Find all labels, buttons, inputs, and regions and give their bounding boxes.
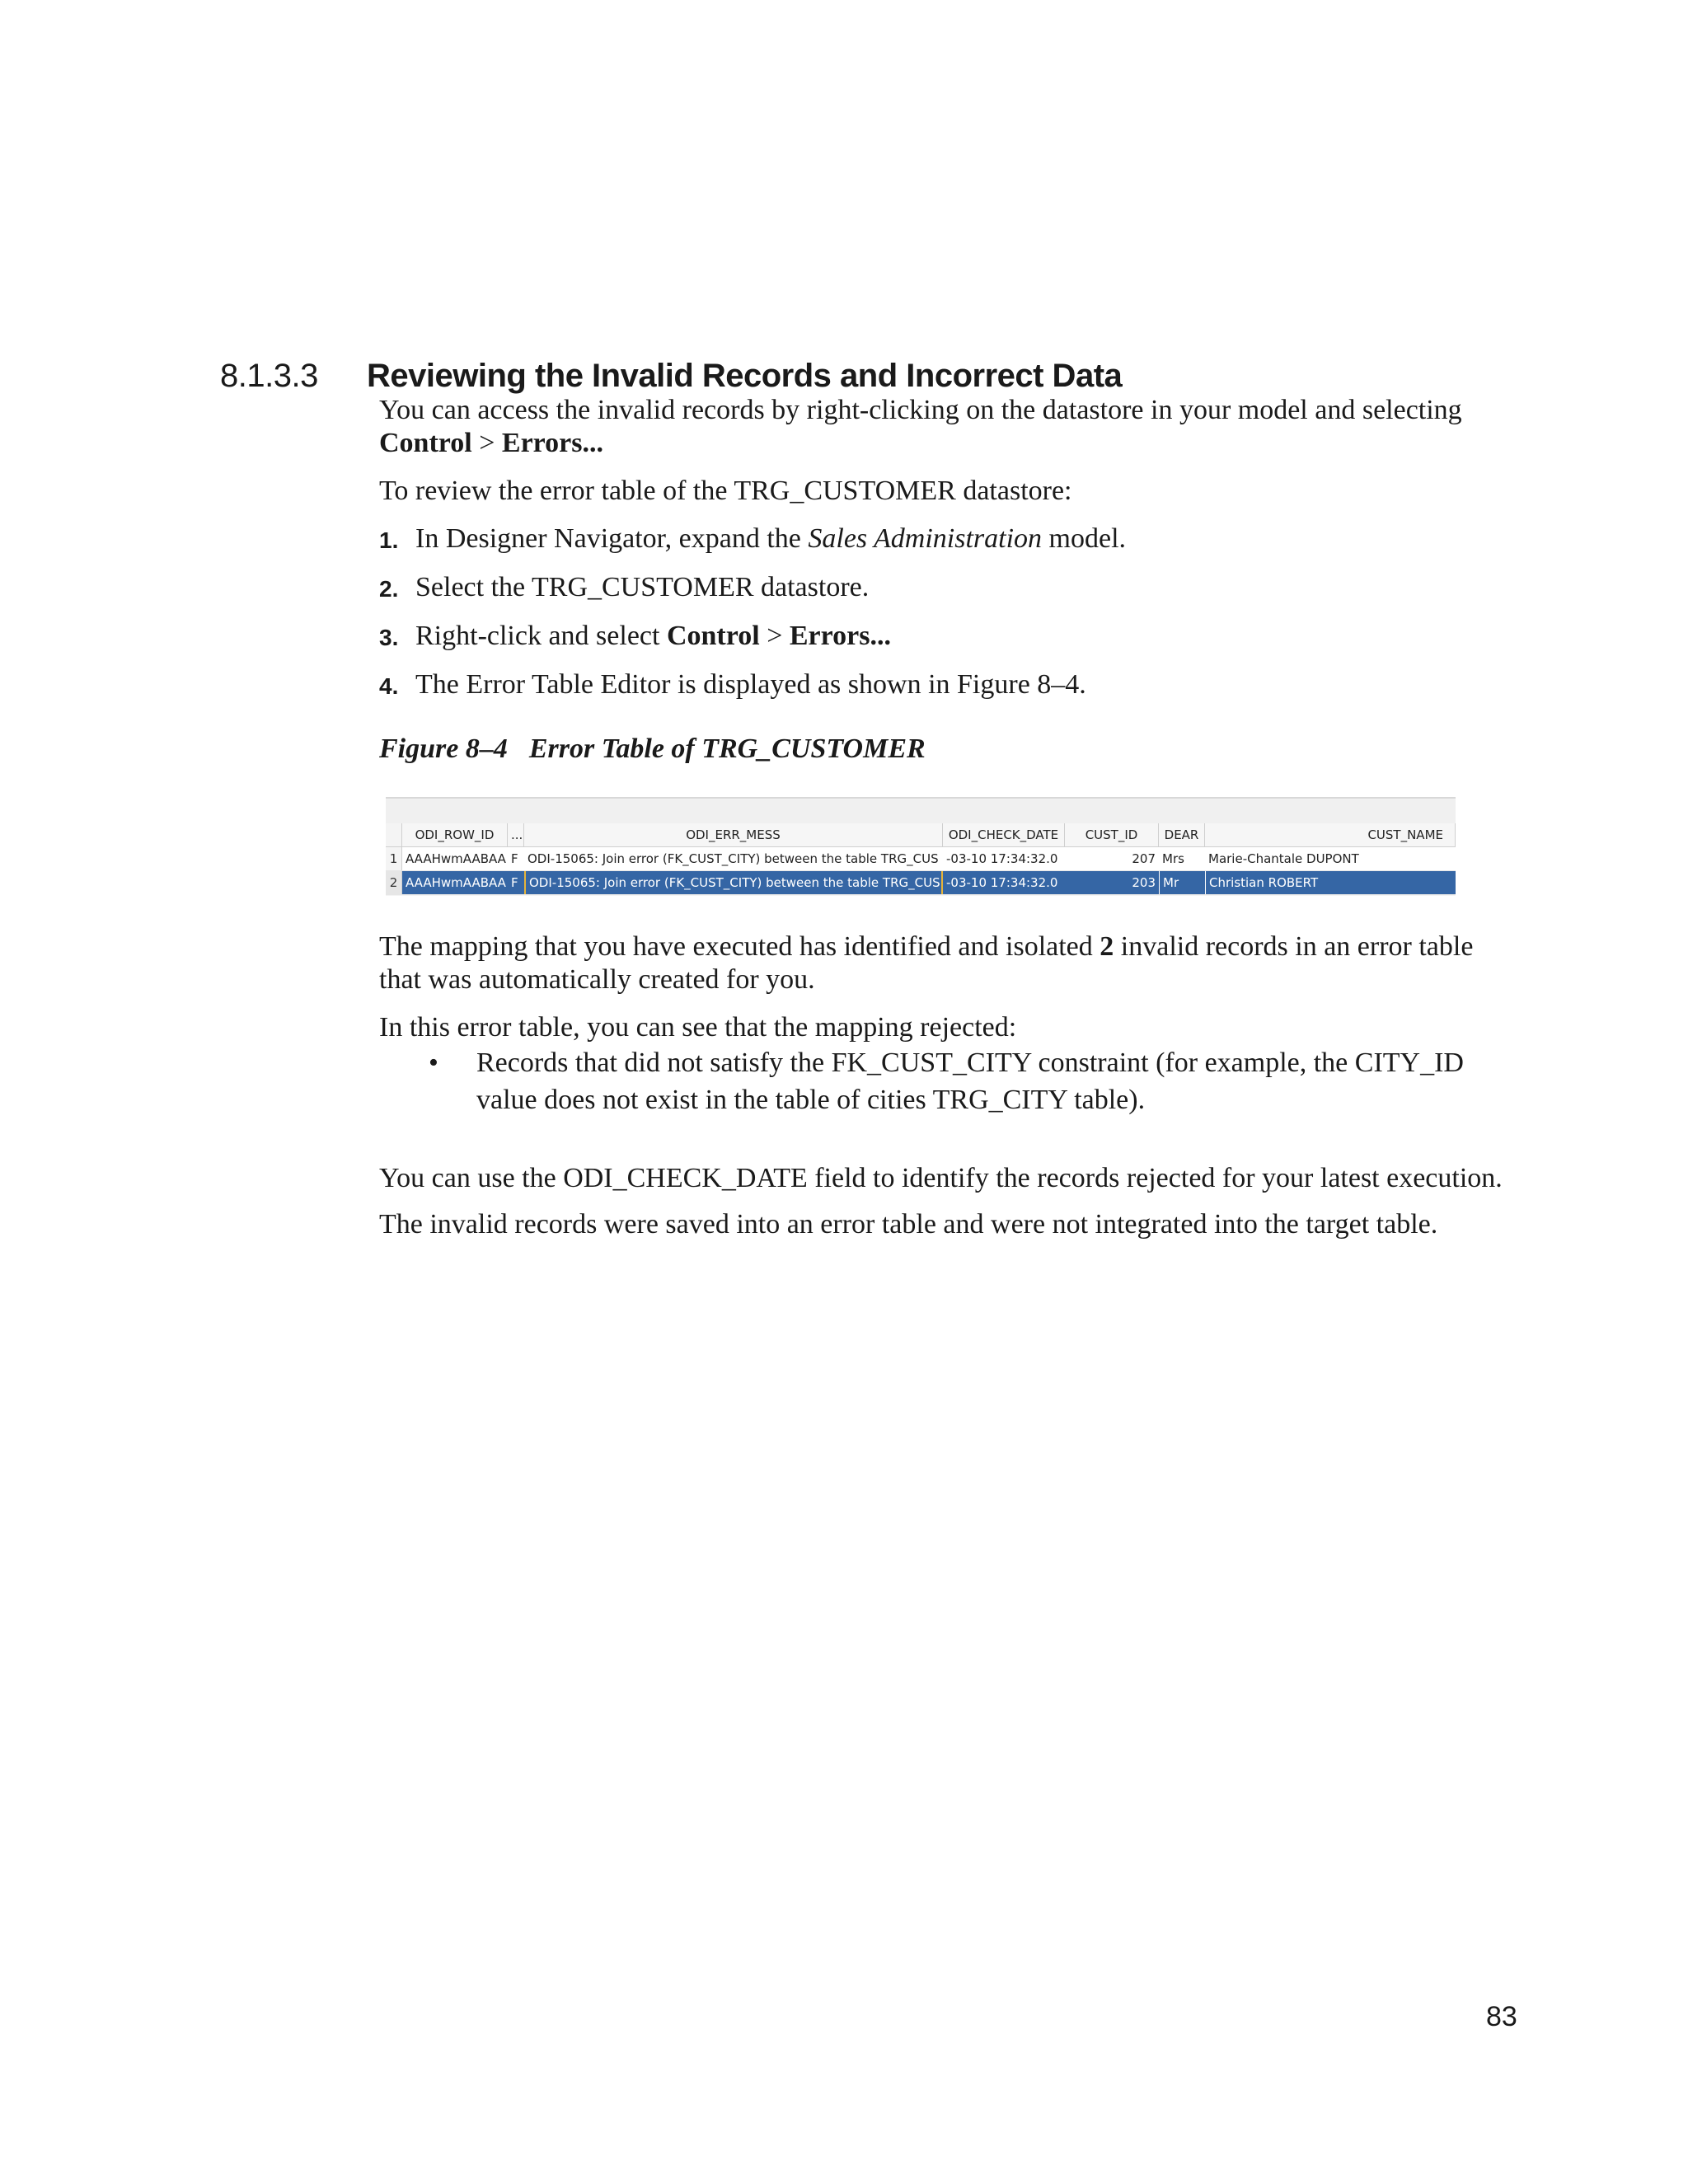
table-cell[interactable]: AAAHwmAABAA [406,851,506,866]
table-cell[interactable]: -03-10 17:34:32.0 [946,875,1058,890]
step-text: In Designer Navigator, expand the [415,523,809,554]
table-cell-focused[interactable]: ODI-15065: Join error (FK_CUST_CITY) between the table TRG_CUS [524,871,943,894]
column-header[interactable]: CUST_NAME [1205,823,1456,846]
bullet-glyph: • [429,1047,438,1078]
table-cell[interactable]: ODI-15065: Join error (FK_CUST_CITY) between the table TRG_CUS [528,851,939,866]
mapping-text: The mapping that you have executed has identified and isolated [379,931,1100,962]
table-row-selected[interactable] [386,871,1456,895]
table-cell[interactable]: Mrs [1162,851,1184,866]
row-number: 1 [386,847,402,870]
intro-control: Control [379,428,472,458]
step-number: 1. [379,527,399,553]
table-cell[interactable]: 207 [1132,851,1156,866]
editor-toolbar [386,799,1456,824]
column-header[interactable]: ODI_ROW_ID [402,823,508,846]
step-text: Right-click and select [415,621,667,651]
table-row[interactable] [386,847,1456,871]
step-text: The Error Table Editor is displayed as shown in Figure 8–4. [415,669,1086,700]
row-number: 2 [386,871,402,894]
intro-paragraph [379,394,1517,460]
page-body [379,394,1517,1256]
step-item [379,668,1517,701]
table-cell[interactable]: AAAHwmAABAA [406,875,506,890]
step-text-end: model. [1042,523,1127,554]
list-item-text: Records that did not satisfy the FK_CUST_CITY constraint (for example, the CITY_ID value does not exist in the table of cities TRG_CITY table). [476,1047,1464,1115]
step-number: 2. [379,576,399,602]
section-number: 8.1.3.3 [220,358,318,394]
error-table-screenshot [386,797,1456,896]
table-cell[interactable]: Mr [1159,871,1205,894]
column-header[interactable]: CUST_ID [1065,823,1159,846]
table-cell[interactable]: F [511,875,518,890]
section-heading [220,356,1122,396]
list-item [379,1044,1517,1118]
row-number-header [386,823,402,846]
step-number: 3. [379,625,399,650]
step-item [379,523,1517,555]
column-header[interactable]: ODI_ERR_MESS [524,823,943,846]
step-item [379,571,1517,604]
review-lead-paragraph: To review the error table of the TRG_CUSTOMER datastore: [379,476,1072,506]
figure-number: Figure 8–4 [379,733,508,764]
figure-caption [379,733,1517,766]
page-number: 83 [1486,2001,1517,2032]
invalid-count: 2 [1100,931,1114,962]
rejected-lead-paragraph: In this error table, you can see that the mapping rejected: [379,1012,1017,1043]
mapping-paragraph [379,930,1517,996]
column-header[interactable]: ... [508,823,524,846]
table-cell[interactable]: Christian ROBERT [1205,871,1456,894]
grid-header-row [386,823,1456,847]
rejected-list [379,1044,1517,1118]
step-separator: > [759,621,790,651]
intro-text: You can access the invalid records by right-clicking on the datastore in your model and selecting [379,395,1462,425]
intro-errors: Errors... [501,428,603,458]
table-cell[interactable]: -03-10 17:34:32.0 [946,851,1058,866]
step-control: Control [666,621,760,651]
step-errors: Errors... [789,621,891,651]
step-item [379,620,1517,653]
final-paragraph: The invalid records were saved into an error table and were not integrated into the target table. [379,1209,1438,1240]
step-emphasis: Sales Administration [808,523,1043,554]
mapping-text-end: invalid records in an error table that was automatically created for you. [379,931,1474,995]
figure-title: Error Table of TRG_CUSTOMER [528,733,926,764]
column-header[interactable]: DEAR [1159,823,1205,846]
steps-list [379,523,1517,701]
table-cell[interactable]: F [511,851,518,866]
column-header[interactable]: ODI_CHECK_DATE [943,823,1065,846]
check-date-paragraph: You can use the ODI_CHECK_DATE field to identify the records rejected for your latest execution. [379,1163,1503,1193]
step-text: Select the TRG_CUSTOMER datastore. [415,572,870,602]
section-title: Reviewing the Invalid Records and Incorrect Data [367,358,1123,394]
table-cell[interactable]: Marie-Chantale DUPONT [1208,851,1359,866]
table-cell[interactable]: 203 [1132,875,1156,890]
error-table-grid [386,823,1456,895]
step-number: 4. [379,673,399,699]
intro-separator: > [471,428,502,458]
